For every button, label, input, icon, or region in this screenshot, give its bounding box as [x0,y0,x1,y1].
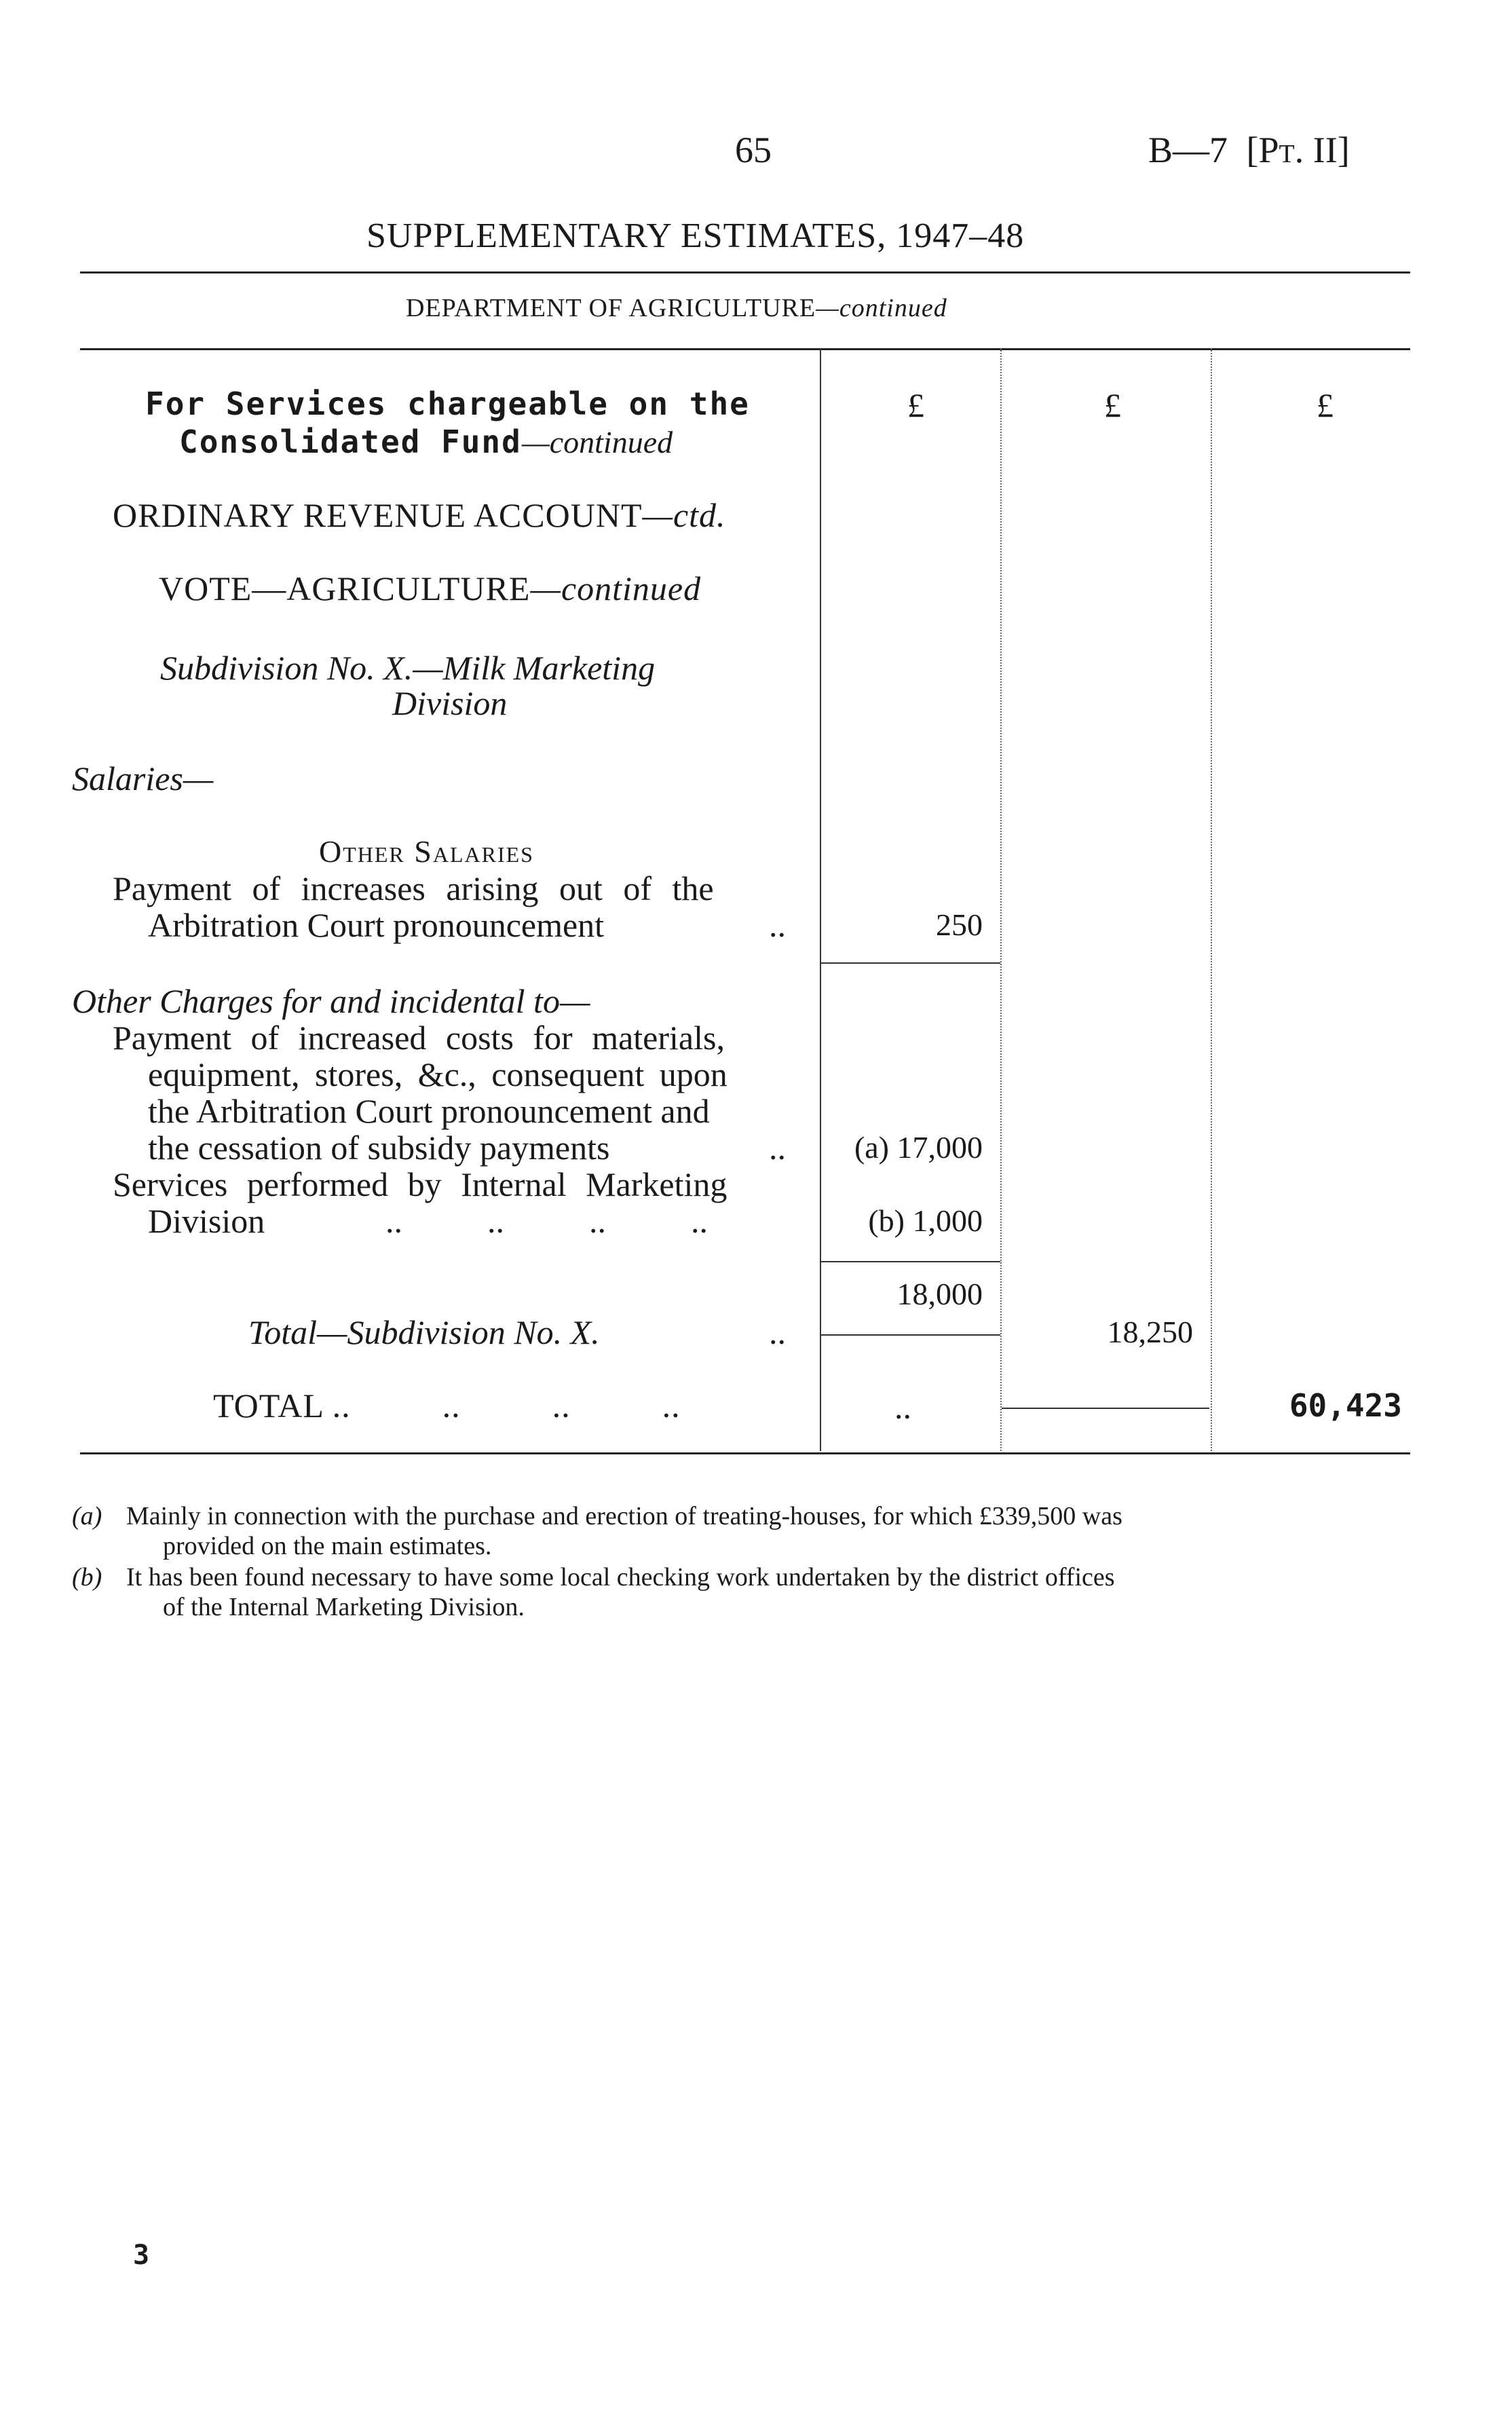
department-name: DEPARTMENT OF AGRICULTURE [406,294,816,322]
other-charges-subtotal: 18,000 [896,1277,983,1311]
total-label: TOTAL .. .. .. .. [213,1387,681,1425]
other-charges-item-1-leader: .. [769,1129,786,1167]
footnote-a-line-2: provided on the main estimates. [163,1532,492,1560]
footnote-b-line-1: It has been found necessary to have some local checking work undertaken by the district offices [126,1563,1115,1592]
grand-total-amount: 60,423 [1289,1387,1402,1424]
table-bottom-rule [80,1452,1410,1454]
other-charges-item-2-line-2: Division [148,1202,265,1240]
footnote-a-line-1: Mainly in connection with the purchase and erection of treating-houses, for which £339,500 was [126,1502,1122,1530]
column-2-currency: £ [1104,386,1121,424]
other-salaries-heading: Other Salaries [319,834,534,869]
account-name: ORDINARY REVENUE ACCOUNT [113,496,643,534]
consolidated-fund-suffix: —continued [521,425,673,459]
total-subdivision-amount: 18,250 [1107,1315,1193,1349]
total-subdivision-label: Total—Subdivision No. X. [248,1313,600,1351]
other-charges-item-1-line-2: equipment, stores, &c., consequent upon [148,1055,727,1093]
total-column-2-rule [1002,1408,1209,1409]
services-heading-line-2 [179,423,673,460]
services-heading-line-1: For Services chargeable on the [145,385,750,422]
salaries-payment-line-2: Arbitration Court pronouncement [148,906,605,944]
other-charges-label: Other Charges for and incidental to— [72,982,590,1020]
page-number: 65 [735,130,772,170]
other-charges-item-1-line-3: the Arbitration Court pronouncement and [148,1092,710,1130]
other-charges-sum-rule [821,1261,1000,1262]
vote-suffix: —continued [530,569,702,607]
other-charges-item-1-amount: (a) 17,000 [854,1130,983,1165]
subtotal-carry-rule [821,1334,1000,1336]
column-divider-3 [1211,348,1212,1451]
salaries-payment-line-1: Payment of increases arising out of the [113,869,714,907]
department-heading [406,293,947,323]
salaries-amount-rule [821,962,1000,964]
column-1-currency: £ [907,386,924,424]
column-divider-1 [820,348,821,1451]
account-suffix: —ctd. [642,496,726,534]
footnote-a-mark: (a) [72,1502,102,1530]
account-heading [113,495,726,535]
signature-mark: 3 [133,2240,150,2271]
page-title: SUPPLEMENTARY ESTIMATES, 1947–48 [366,216,1025,255]
other-charges-item-1-line-1: Payment of increased costs for materials, [113,1019,725,1057]
total-column-1-leader: .. [894,1388,911,1426]
footnote-b-mark: (b) [72,1563,102,1592]
reference-code: B—7 [1148,130,1228,170]
subdivision-heading-line-2: Division [392,684,508,722]
column-divider-2 [1000,348,1002,1451]
reference-part: [Pt. II] [1246,130,1350,170]
document-reference [1148,129,1350,171]
other-charges-item-2-amount: (b) 1,000 [868,1203,983,1238]
other-charges-item-1-line-4: the cessation of subsidy payments [148,1129,610,1167]
salaries-payment-amount: 250 [936,907,983,942]
footnote-b-line-2: of the Internal Marketing Division. [163,1593,525,1621]
salaries-label: Salaries— [72,759,214,797]
title-rule [80,271,1410,274]
consolidated-fund-label: Consolidated Fund [179,423,522,460]
other-charges-item-2-line-1: Services performed by Internal Marketing [113,1165,727,1203]
salaries-payment-leader: .. [769,906,786,944]
total-subdivision-leader: .. [769,1313,786,1351]
vote-name: VOTE—AGRICULTURE [159,569,531,607]
subdivision-heading-line-1: Subdivision No. X.—Milk Marketing [160,649,656,687]
other-charges-item-2-leader: .. .. .. .. [385,1202,708,1240]
column-3-currency: £ [1317,386,1334,424]
vote-heading [159,569,701,608]
department-suffix: —continued [816,294,947,322]
